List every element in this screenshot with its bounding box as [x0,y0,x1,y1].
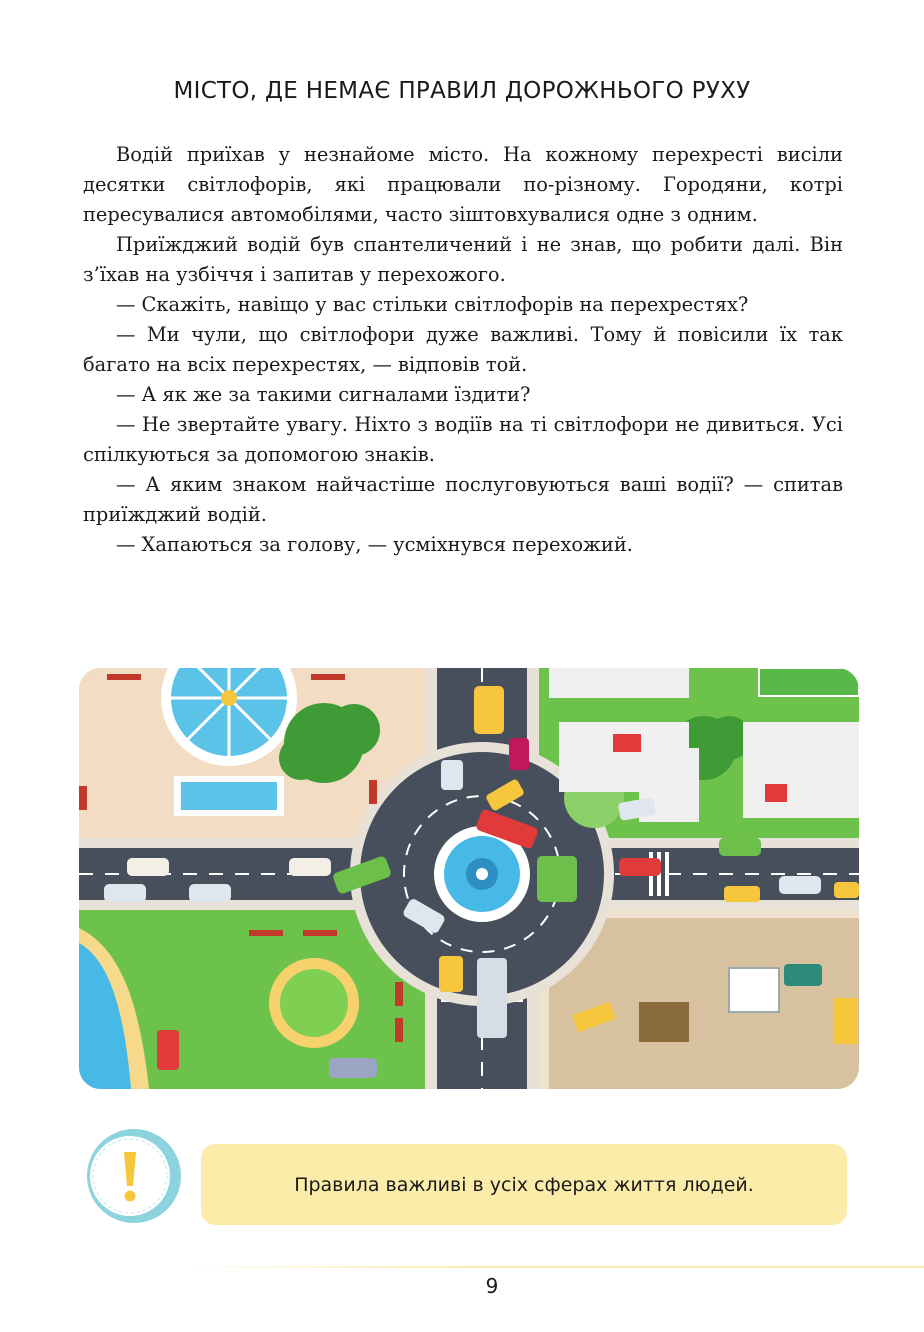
pit [639,1002,689,1042]
city-roundabout-illustration [79,668,859,1089]
story-paragraph: — Хапаються за голову, — усміхнувся перехожий. [116,533,633,556]
page-title: МІСТО, ДЕ НЕМАЄ ПРАВИЛ ДОРОЖНЬОГО РУХУ [173,78,751,104]
story-paragraph: — Не звертайте увагу. Ніхто з водіїв на ті світлофори не дивиться. Усі спілкуються за допомогою знаків. [83,413,843,466]
story-paragraph: Водій приїхав у незнайоме місто. На кожному перехресті висіли десятки світлофорів, які працювали по-різному. Городяни, котрі пересувалися автомобілями, часто зіштовхувалися одне з одним. [83,143,843,226]
page-number: 9 [485,1274,499,1298]
story-paragraph: — А як же за такими сигналами їздити? [116,383,531,406]
roundabout-map-image [79,668,859,1089]
footer-divider [180,1266,924,1268]
story-paragraph: Приїжджий водій був спантеличений і не знав, що робити далі. Він з’їхав на узбіччя і запитав у перехожого. [83,233,843,286]
rule-note-box [201,1144,847,1225]
exclamation-icon [84,1126,184,1226]
story-paragraph: — Скажіть, навіщо у вас стільки світлофорів на перехрестях? [116,293,749,316]
story-paragraph: — А яким знаком найчастіше послуговуються ваші водії? — спитав приїжджий водій. [83,473,843,526]
story-text [83,140,843,560]
story-paragraph: — Ми чули, що світлофори дуже важливі. Тому й повісили їх так багато на всіх перехрестях, — відповів той. [83,323,843,376]
rule-note-text: Правила важливі в усіх сферах життя людей. [294,1173,754,1196]
